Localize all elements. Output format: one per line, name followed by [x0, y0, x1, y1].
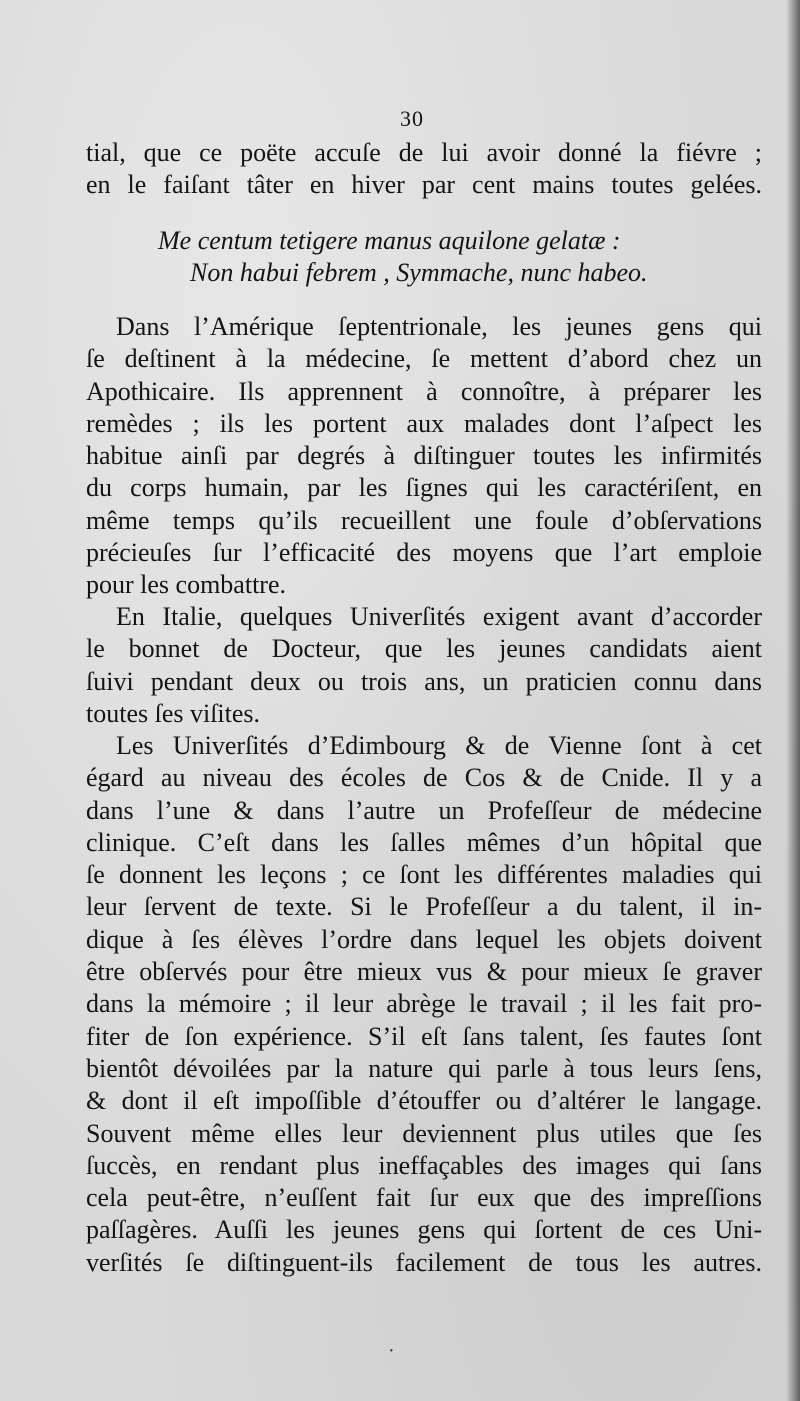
- text-line: dans l’une & dans l’autre un Profeſſeur de médecine: [86, 795, 762, 825]
- text-line: dans la mémoire ; il leur abrège le travail ; il les fait pro-: [86, 989, 762, 1019]
- page-edge-shadow: [786, 0, 800, 1401]
- page-number: 30: [400, 106, 424, 131]
- text-line: tial, que ce poëte accuſe de lui avoir donné la fiévre ;: [86, 138, 762, 167]
- ink-speck: ·: [388, 1340, 395, 1362]
- text-line: cela peut-être, n’euſſent fait ſur eux que des impreſſions: [86, 1183, 762, 1213]
- text-line: ſuccès, en rendant plus ineffaçables des images qui ſans: [86, 1150, 762, 1180]
- text-line: clinique. C’eſt dans les ſalles mêmes d’un hôpital que: [86, 827, 762, 857]
- paragraph-2: [86, 601, 762, 730]
- text-line: bientôt dévoilées par la nature qui parle à tous leurs ſens,: [86, 1053, 762, 1083]
- text-line: ſe donnent les leçons ; ce ſont les différentes maladies qui: [86, 860, 762, 890]
- text-line: verſités ſe diſtinguent-ils facilement de tous les autres.: [86, 1247, 762, 1277]
- text-line: ſuivi pendant deux ou trois ans, un praticien connu dans: [86, 666, 762, 696]
- text-line: fiter de ſon expérience. S’il eſt ſans talent, ſes fautes ſont: [86, 1021, 762, 1051]
- paragraph-1: [86, 311, 762, 602]
- text-line: même temps qu’ils recueillent une foule d’obſervations: [86, 505, 762, 535]
- text-line: dique à ſes élèves l’ordre dans lequel les objets doivent: [86, 924, 762, 954]
- verse-line-1: Me centum tetigere manus aquilone gelatæ :: [158, 226, 621, 255]
- text-line: habitue ainſi par degrés à diſtinguer toutes les infirmités: [86, 441, 762, 471]
- text-line: le bonnet de Docteur, que les jeunes candidats aient: [86, 634, 762, 664]
- text-line: En Italie, quelques Univerſités exigent avant d’accorder: [116, 602, 762, 631]
- text-line: Dans l’Amérique ſeptentrionale, les jeunes gens qui: [116, 312, 762, 341]
- opening-lines: [86, 137, 762, 202]
- text-line: paſſagères. Auſſi les jeunes gens qui ſortent de ces Uni-: [86, 1215, 762, 1245]
- text-line: en le faiſant tâter en hiver par cent mains toutes gelées.: [86, 170, 762, 200]
- text-line: toutes ſes viſites.: [86, 698, 261, 728]
- text-line: ſe deſtinent à la médecine, ſe mettent d’abord chez un: [86, 344, 762, 374]
- text-line: égard au niveau des écoles de Cos & de Cnide. Il y a: [86, 763, 762, 793]
- paragraph-3: [86, 730, 762, 1279]
- text-line: pour les combattre.: [86, 570, 286, 600]
- text-line: remèdes ; ils les portent aux malades dont l’aſpect les: [86, 408, 762, 438]
- text-line: & dont il eſt impoſſible d’étouffer ou d’altérer le langage.: [86, 1086, 762, 1116]
- text-line: Souvent même elles leur deviennent plus utiles que ſes: [86, 1118, 762, 1148]
- text-line: être obſervés pour être mieux vus & pour mieux ſe graver: [86, 957, 762, 987]
- text-line: Apothicaire. Ils apprennent à connoître, à préparer les: [86, 376, 762, 406]
- text-line: précieuſes ſur l’efficacité des moyens que l’art emploie: [86, 538, 762, 568]
- text-line: leur ſervent de texte. Si le Profeſſeur a du talent, il in-: [86, 892, 762, 922]
- verse-line-2: Non habui febrem , Symmache, nunc habeo.: [190, 258, 648, 287]
- text-line: Les Univerſités d’Edimbourg & de Vienne ſont à cet: [116, 731, 762, 760]
- text-line: du corps humain, par les ſignes qui les caractériſent, en: [86, 473, 762, 503]
